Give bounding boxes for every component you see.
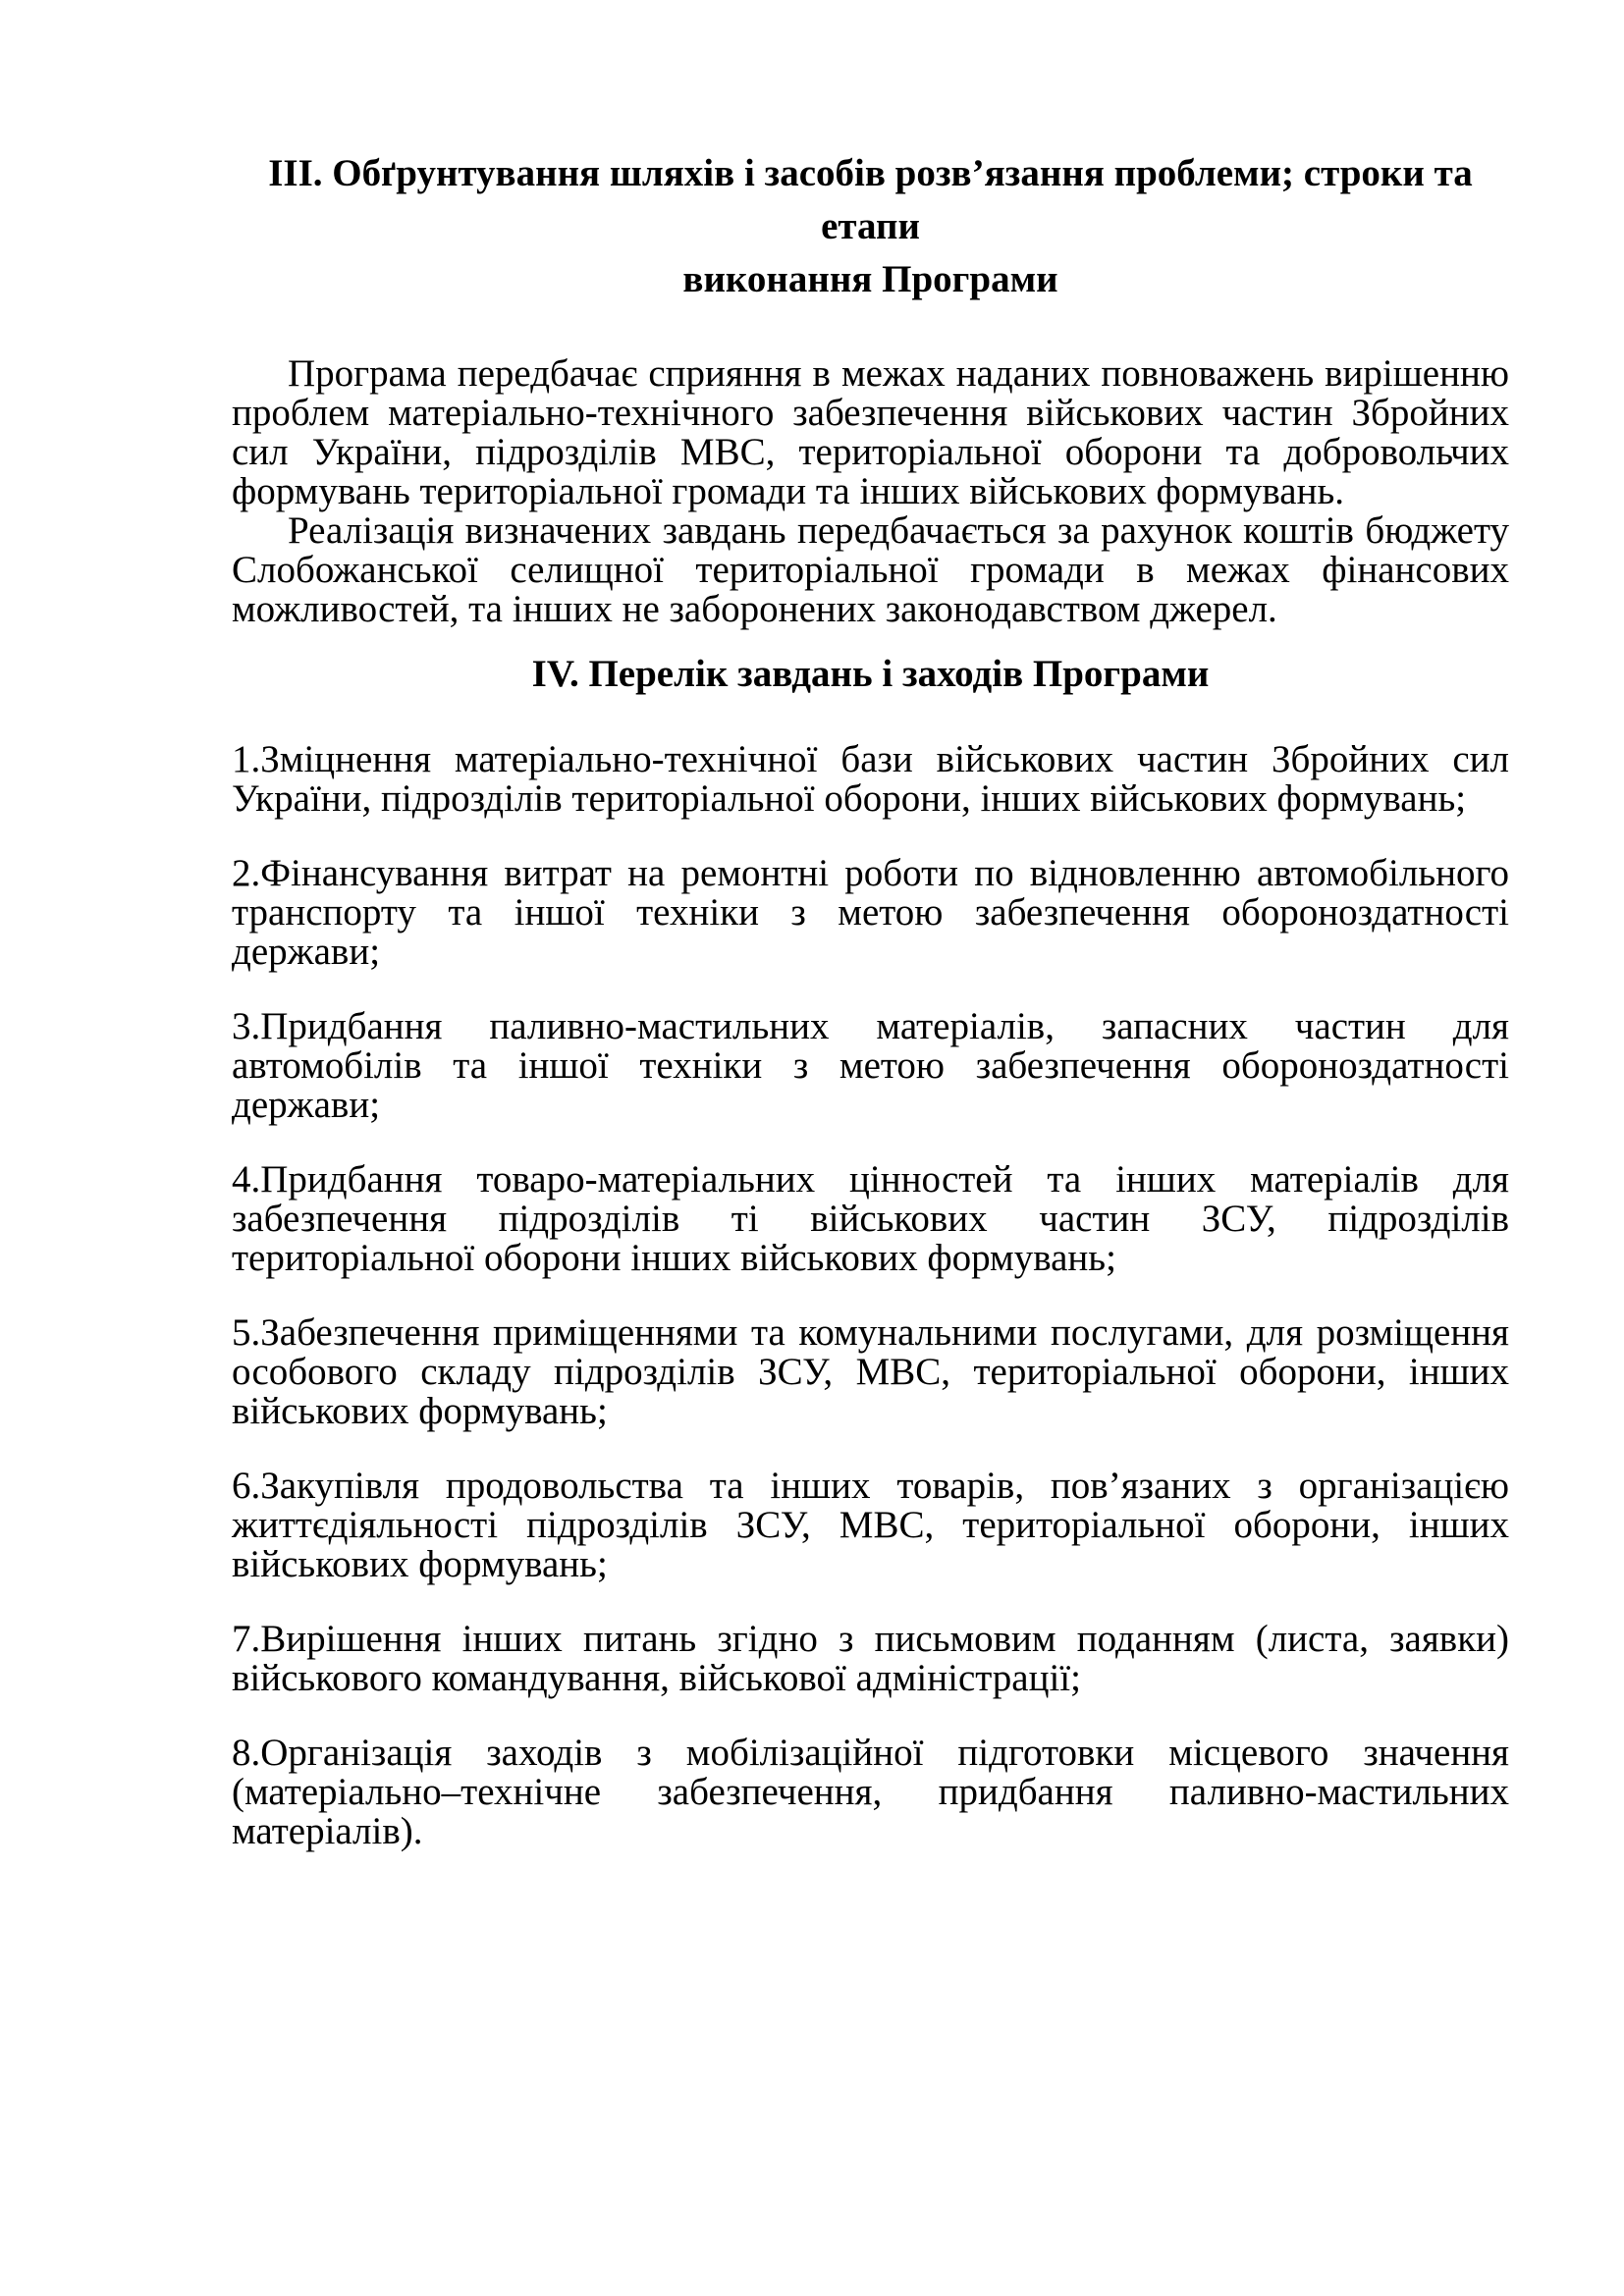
intro-paragraph-2: Реалізація визначених завдань передбачається за рахунок коштів бюджету Слобожанської селищної територіальної громади в межах фінансових можливостей, та інших не заборонених законодавством джерел.: [232, 509, 1509, 630]
section-3-heading-line-2: виконання Програми: [682, 258, 1058, 300]
section-3-heading-line-1: ІІІ. Обґрунтування шляхів і засобів розв’язання проблеми; строки та етапи: [268, 152, 1473, 247]
task-item-7: 7.Вирішення інших питань згідно з письмовим поданням (листа, заявки) військового командування, військової адміністрації;: [232, 1618, 1509, 1699]
task-item-1: 1.Зміцнення матеріально-технічної бази військових частин Збройних сил України, підрозділів територіальної оборони, інших військових формувань;: [232, 738, 1509, 820]
program-tasks-list: [232, 740, 1509, 1851]
task-item-3: 3.Придбання паливно-мастильних матеріалів, запасних частин для автомобілів та іншої техніки з метою забезпечення обороноздатності держави;: [232, 1005, 1509, 1126]
task-item-4: 4.Придбання товаро-матеріальних цінностей та інших матеріалів для забезпечення підрозділів ті військових частин ЗСУ, підрозділів територіальної оборони інших військових формувань;: [232, 1158, 1509, 1279]
task-item-6: 6.Закупівля продовольства та інших товарів, пов’язаних з організацією життєдіяльності підрозділів ЗСУ, МВС, територіальної оборони, інших військових формувань;: [232, 1465, 1509, 1585]
section-4-heading: IV. Перелік завдань і заходів Програми: [531, 653, 1210, 695]
section-3-heading: [232, 147, 1509, 306]
intro-paragraph-1: Програма передбачає сприяння в межах наданих повноважень вирішенню проблем матеріально-технічного забезпечення військових частин Збройних сил України, підрозділів МВС, територіальної оборони та добровольчих формувань територіальної громади та інших військових формувань.: [232, 352, 1509, 512]
task-item-2: 2.Фінансування витрат на ремонтні роботи по відновленню автомобільного транспорту та іншої техніки з метою забезпечення обороноздатності держави;: [232, 852, 1509, 973]
task-item-5: 5.Забезпечення приміщеннями та комунальними послугами, для розміщення особового складу підрозділів ЗСУ, МВС, територіальної оборони, інших військових формувань;: [232, 1311, 1509, 1432]
task-item-8: 8.Організація заходів з мобілізаційної підготовки місцевого значення (матеріально–технічне забезпечення, придбання паливно-мастильних матеріалів).: [232, 1732, 1509, 1852]
